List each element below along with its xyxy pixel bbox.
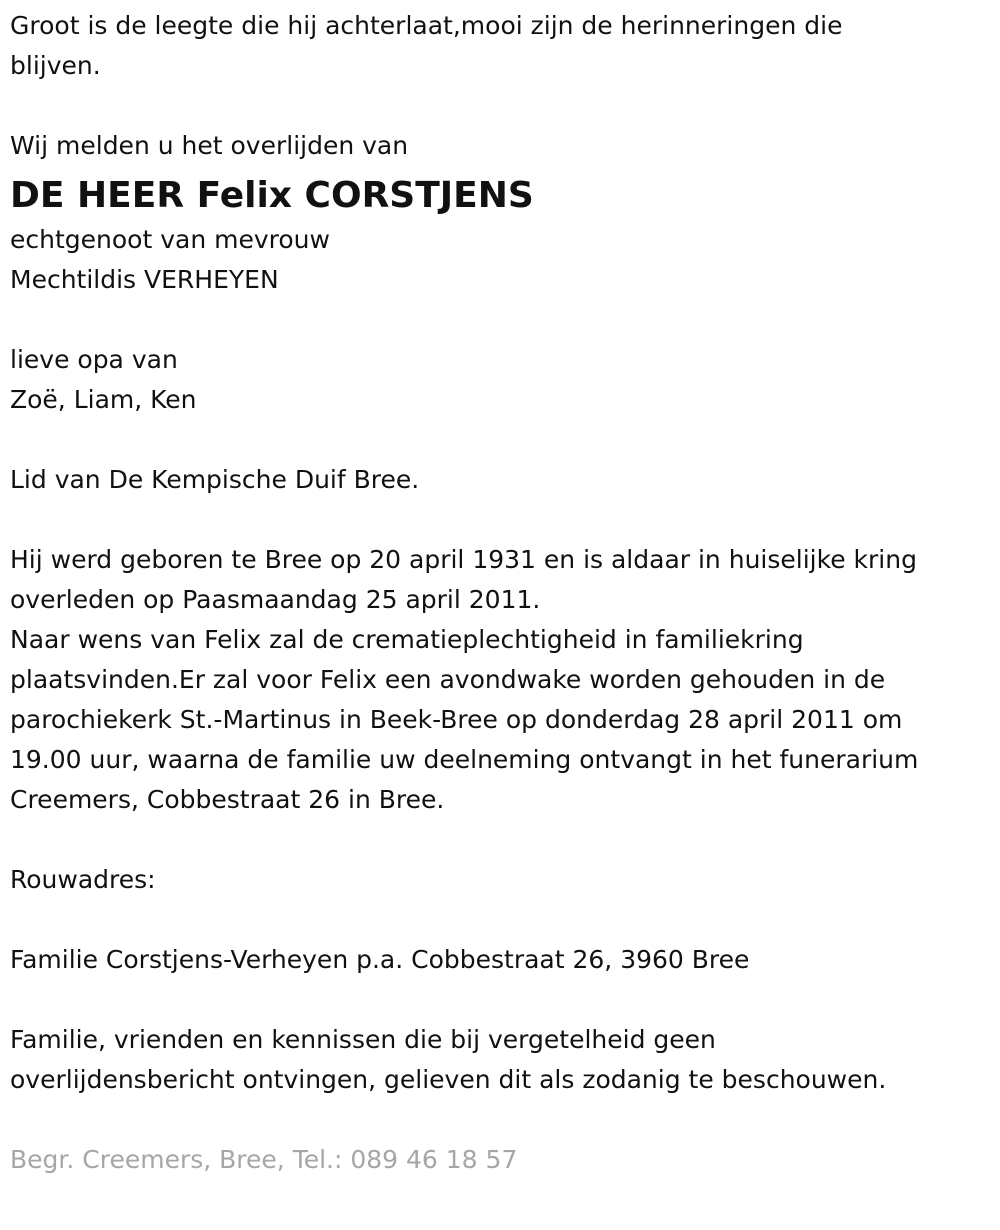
body-line: parochiekerk St.-Martinus in Beek-Bree op donderdag 28 april 2011 om bbox=[10, 705, 903, 734]
announcement: Wij melden u het overlijden van bbox=[10, 131, 409, 160]
spacer bbox=[10, 900, 985, 940]
body-line: Naar wens van Felix zal de crematieplechtigheid in familiekring bbox=[10, 625, 804, 654]
closing-line-2: overlijdensbericht ontvingen, gelieven dit als zodanig te beschouwen. bbox=[10, 1065, 887, 1094]
deceased-name: DE HEER Felix CORSTJENS bbox=[10, 175, 534, 216]
spacer bbox=[10, 500, 985, 540]
grandfather-line-1: lieve opa van bbox=[10, 345, 178, 374]
address-label: Rouwadres: bbox=[10, 865, 156, 894]
grandchildren-names: Zoë, Liam, Ken bbox=[10, 385, 197, 414]
spouse-line-2: Mechtildis VERHEYEN bbox=[10, 265, 279, 294]
spacer bbox=[10, 980, 985, 1020]
spouse-line-1: echtgenoot van mevrouw bbox=[10, 225, 330, 254]
body-line: 19.00 uur, waarna de familie uw deelneming ontvangt in het funerarium bbox=[10, 745, 919, 774]
spacer bbox=[10, 1100, 985, 1140]
spacer bbox=[10, 420, 985, 460]
mourning-address: Familie Corstjens-Verheyen p.a. Cobbestraat 26, 3960 Bree bbox=[10, 945, 750, 974]
spacer bbox=[10, 300, 985, 340]
obituary-notice bbox=[10, 6, 985, 1180]
closing-line-1: Familie, vrienden en kennissen die bij vergetelheid geen bbox=[10, 1025, 716, 1054]
spacer bbox=[10, 86, 985, 126]
body-line: Creemers, Cobbestraat 26 in Bree. bbox=[10, 785, 445, 814]
intro-quote-line-1: Groot is de leegte die hij achterlaat,mooi zijn de herinneringen die bbox=[10, 11, 843, 40]
intro-quote-line-2: blijven. bbox=[10, 51, 101, 80]
body-line: overleden op Paasmaandag 25 april 2011. bbox=[10, 585, 541, 614]
membership-line: Lid van De Kempische Duif Bree. bbox=[10, 465, 420, 494]
spacer bbox=[10, 820, 985, 860]
funeral-home-footer: Begr. Creemers, Bree, Tel.: 089 46 18 57 bbox=[10, 1145, 518, 1174]
body-line: Hij werd geboren te Bree op 20 april 1931 en is aldaar in huiselijke kring bbox=[10, 545, 917, 574]
body-line: plaatsvinden.Er zal voor Felix een avondwake worden gehouden in de bbox=[10, 665, 886, 694]
